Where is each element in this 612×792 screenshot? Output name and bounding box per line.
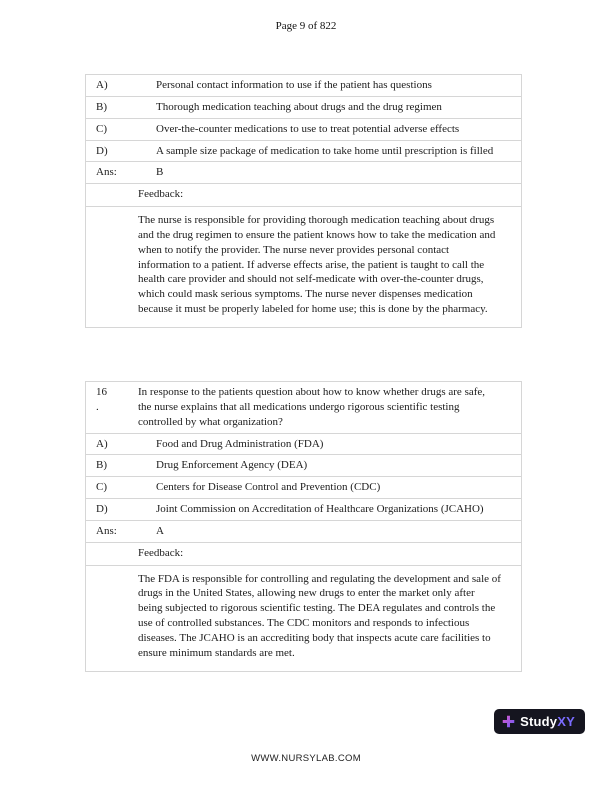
feedback-label: Feedback: [138,546,184,559]
feedback-text: The nurse is responsible for providing thorough medication teaching about drugs and the drug regimen to ensure the patient knows how to take the medication and when to notify the provider. The nurse never provides personal contact information to a patient. If adverse effects arise, the patient is taught to call the health care provider and should not self-medicate with over-the-counter drugs, which could mask serious symptoms. The nurse never dispenses medication because it must be properly labeled for home use; this is done by the pharmacy. [138,214,496,316]
option-label: C) [96,122,107,135]
page-number: Page 9 of 822 [275,20,337,32]
answer-row [86,521,521,543]
empty-cell [86,543,138,565]
question-15-block [85,74,522,328]
feedback-text: The FDA is responsible for controlling and regulating the development and sale of drugs in the United States, allowing new drugs to enter the market only after being subjected to rigorous scientific testing. The DEA regulates and controls the use of controlled substances. The CDC monitors and responds to infectious diseases. The JCAHO is an accrediting body that inspects acute care facilities to ensure minimum standards are met. [138,572,501,659]
question-row [86,382,521,434]
option-label: A) [96,79,108,91]
option-text: Centers for Disease Control and Prevention (CDC) [156,481,381,494]
answer-row [86,162,521,184]
option-text: Drug Enforcement Agency (DEA) [156,459,308,472]
question-number-value: 16 [96,386,107,398]
option-row-c [86,477,521,499]
option-text: Thorough medication teaching about drugs and the drug regimen [156,100,442,113]
option-text: Over-the-counter medications to use to treat potential adverse effects [156,122,460,135]
studyxy-logo [494,709,585,734]
option-label: D) [96,144,108,157]
question-text: In response to the patients question about how to know whether drugs are safe, the nurse explains that all medications undergo rigorous scientific testing controlled by what organization? [138,386,486,428]
option-label: B) [96,459,107,472]
option-text: Personal contact information to use if the patient has questions [156,79,432,91]
answer-label: Ans: [96,524,117,537]
answer-label: Ans: [96,166,117,179]
option-label: B) [96,100,107,113]
logo-text [520,714,575,729]
option-row-a [86,75,521,97]
feedback-text-row [86,207,521,327]
feedback-label: Feedback: [138,188,184,201]
empty-cell [86,207,138,327]
website-url: WWW.NURSYLAB.COM [251,753,361,764]
feedback-text-row [86,566,521,671]
empty-cell [86,566,138,671]
answer-value: A [156,524,164,537]
option-row-c [86,119,521,141]
option-text: A sample size package of medication to take home until prescription is filled [156,144,494,157]
question-number [86,382,138,433]
empty-cell [86,184,138,206]
feedback-label-row [86,184,521,207]
question-number-dot: . [96,400,99,413]
logo-text-xy: XY [557,714,575,729]
option-row-b [86,455,521,477]
option-row-d [86,499,521,521]
feedback-label-row [86,543,521,566]
option-row-a [86,434,521,456]
plus-icon [502,715,515,728]
option-label: A) [96,437,108,450]
logo-text-study: Study [520,714,558,729]
option-row-b [86,97,521,119]
option-text: Joint Commission on Accreditation of Healthcare Organizations (JCAHO) [156,503,484,516]
option-row-d [86,141,521,163]
option-label: D) [96,503,108,516]
answer-value: B [156,166,164,179]
option-label: C) [96,481,107,494]
question-16-block [85,381,522,672]
option-text: Food and Drug Administration (FDA) [156,437,324,450]
